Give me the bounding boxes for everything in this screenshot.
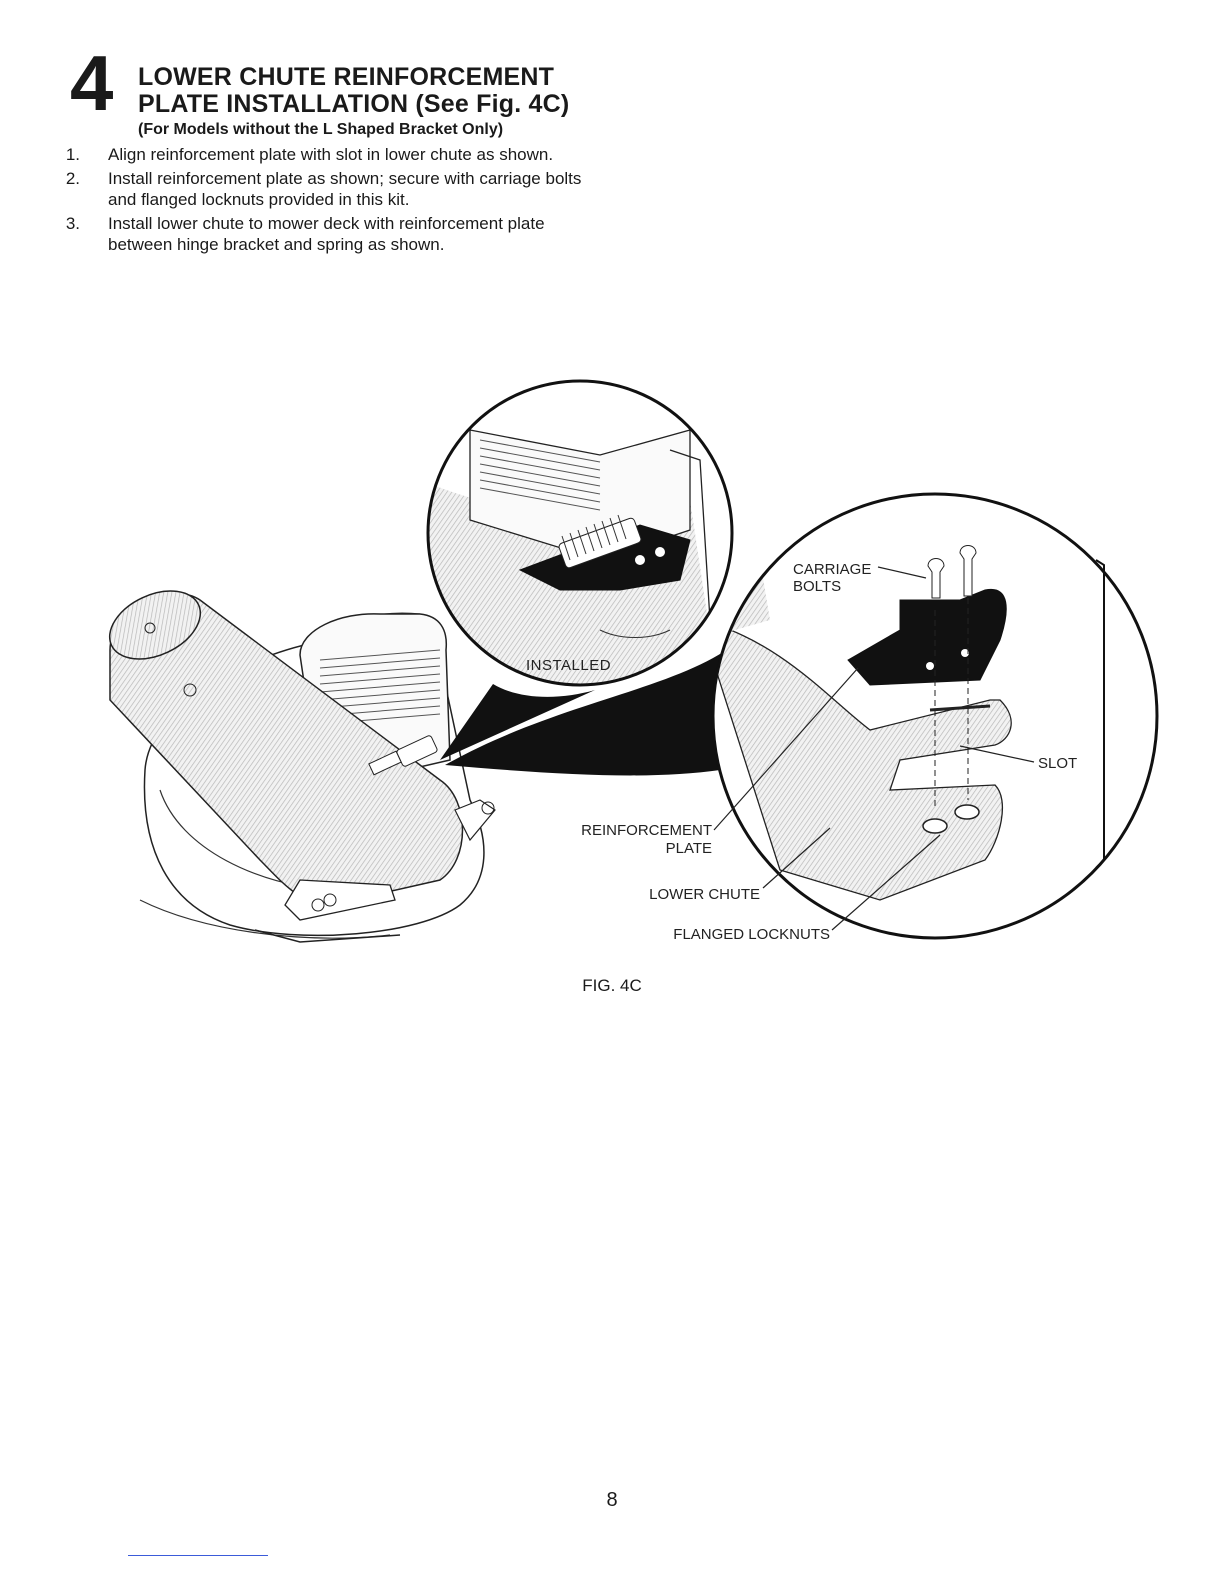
- flanged-locknuts-label: FLANGED LOCKNUTS: [673, 926, 830, 943]
- step-index: 3.: [65, 214, 80, 233]
- step-text: Install lower chute to mower deck with reinforcement plate between hinge bracket and spring as shown.: [108, 214, 545, 254]
- reinforcement-plate-label: REINFORCEMENT: [581, 822, 712, 839]
- slot-label: SLOT: [1038, 755, 1078, 772]
- figure-caption: FIG. 4C: [582, 976, 642, 995]
- installed-detail-circle: [420, 381, 732, 700]
- footer-rule: [128, 1555, 268, 1556]
- heading-line-2: PLATE INSTALLATION (See Fig. 4C): [138, 90, 570, 118]
- step-text: Align reinforcement plate with slot in lower chute as shown.: [108, 145, 554, 164]
- step-index: 1.: [65, 145, 80, 164]
- step-index: 2.: [65, 169, 80, 188]
- section-subheading: (For Models without the L Shaped Bracket Only): [138, 121, 504, 138]
- reinforcement-plate-label-line2: PLATE: [665, 840, 712, 857]
- lower-chute-label: LOWER CHUTE: [649, 886, 760, 903]
- heading-line-1: LOWER CHUTE REINFORCEMENT: [138, 63, 555, 91]
- carriage-bolts-label-line2: BOLTS: [793, 578, 842, 595]
- installed-label: INSTALLED: [526, 657, 612, 674]
- carriage-bolts-label: CARRIAGE: [793, 561, 872, 578]
- page-number: 8: [606, 1489, 618, 1511]
- parts-detail-circle: [700, 494, 1157, 938]
- step-text: Install reinforcement plate as shown; secure with carriage bolts and flanged locknuts provided in this kit.: [108, 169, 582, 209]
- step-number: 4: [70, 39, 114, 127]
